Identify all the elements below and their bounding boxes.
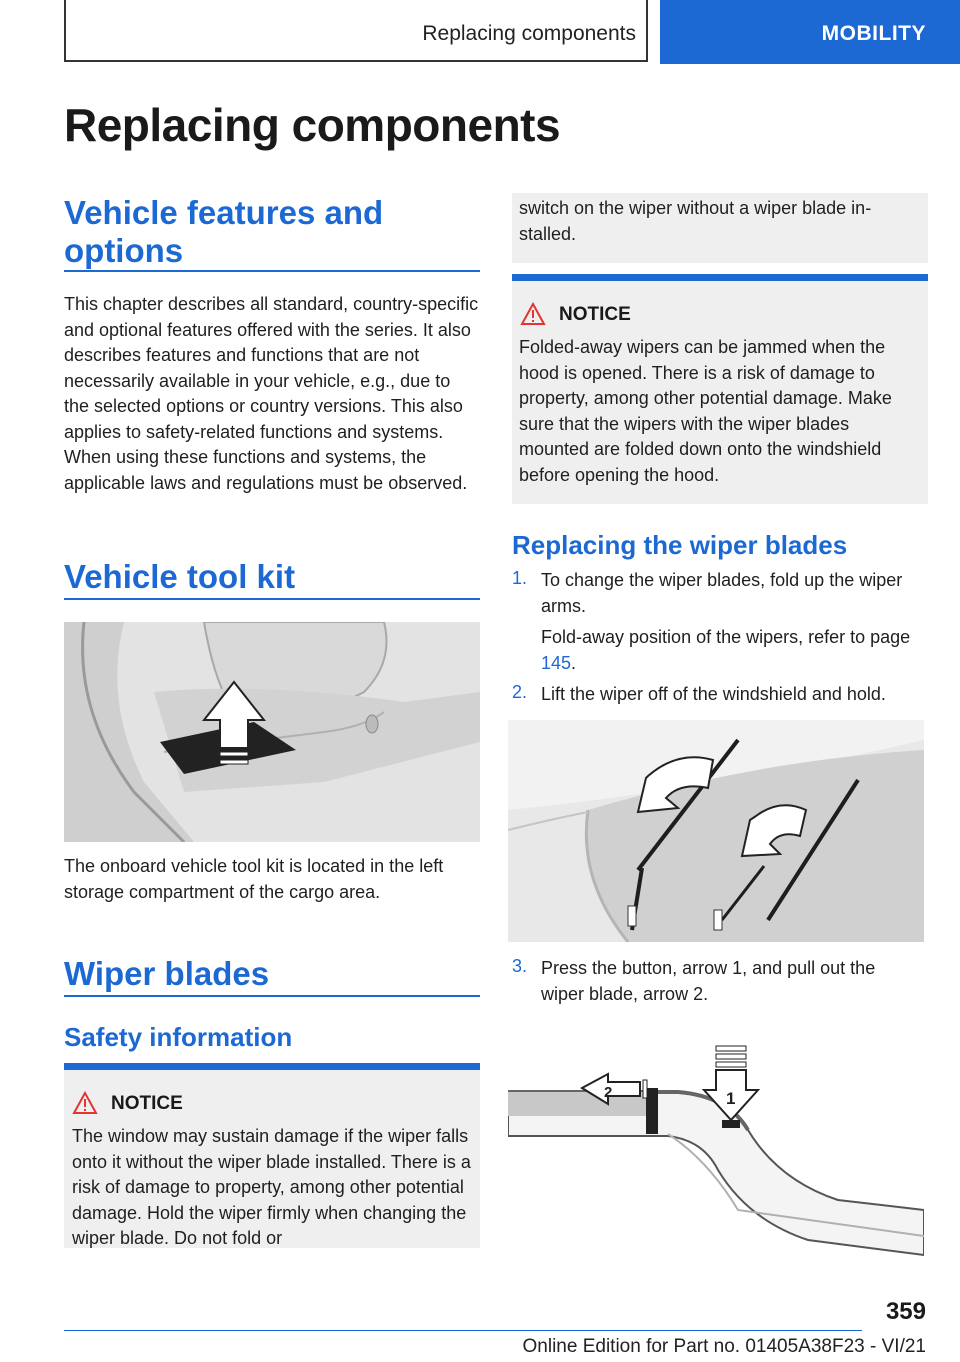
safety-heading: Safety information (64, 1022, 293, 1052)
step-2-number: 2. (512, 682, 528, 702)
header-section-title: Replacing components (422, 22, 636, 45)
warning-triangle-icon (520, 302, 546, 326)
page-number: 359 (885, 1298, 926, 1325)
footer-edition: Online Edition for Part no. 01405A38F23 - VI/21 (522, 1336, 926, 1357)
step-1-text: To change the wiper blades, fold up the wiper arms. (541, 570, 903, 616)
notice2-bar (512, 274, 928, 281)
arrow-2-label: 2 (604, 1084, 613, 1101)
notice1-continued-text: switch on the wiper without a wiper blade installed. (519, 198, 872, 244)
features-text: This chapter describes all standard, country-specific and optional features offered with the series. It also describes features and functions that are not necessarily available in your vehicle, e.g., due to the selected options or country versions. This also applies to safety-related functions and systems. When using these functions and systems, the applicable laws and regulations must be observed. (64, 294, 479, 493)
notice1-bar (64, 1063, 480, 1070)
wiper-blade-illustration (508, 1040, 924, 1260)
step-3-text: Press the button, arrow 1, and pull out the wiper blade, arrow 2. (541, 958, 876, 1004)
wiper-image (508, 720, 924, 942)
features-rule (64, 270, 480, 272)
step-3-number: 3. (512, 956, 528, 976)
toolkit-caption: The onboard vehicle tool kit is located in the left storage compartment of the cargo area. (64, 856, 444, 902)
notice1-text: The window may sustain damage if the wiper falls onto it without the wiper blade installed. There is a risk of damage to property, among other potential damage. Hold the wiper firmly when changing the wiper blade. Do not fold or (72, 1126, 471, 1248)
step-1-number: 1. (512, 568, 528, 588)
step-2-text: Lift the wiper off of the windshield and hold. (541, 684, 886, 704)
toolkit-heading: Vehicle tool kit (64, 558, 296, 595)
step-1-sub-prefix: Fold-away position of the wipers, refer to page (541, 627, 911, 647)
wiper-heading: Wiper blades (64, 955, 270, 992)
header-tab-label[interactable]: MOBILITY (821, 22, 926, 45)
warning-triangle-icon (72, 1091, 98, 1115)
step-1-subtext (541, 625, 921, 676)
features-heading: Vehicle features and options (64, 194, 384, 269)
step-1-sub-suffix: . (571, 652, 577, 673)
replace-heading: Replacing the wiper blades (512, 530, 848, 560)
wiper-rule (64, 995, 480, 997)
toolkit-image (64, 622, 480, 842)
notice2-label: NOTICE (559, 304, 631, 325)
toolkit-rule (64, 598, 480, 600)
footer-rule (64, 1330, 862, 1331)
arrow-1-label: 1 (726, 1089, 736, 1108)
notice2-text: Folded-away wipers can be jammed when the hood is opened. There is a risk of damage to property, among other potential damage. Make sure that the wipers with the wiper blades mounted are folded down onto the windshield before opening the hood. (519, 337, 892, 485)
wiper-blade-image (508, 1040, 924, 1260)
notice1-label: NOTICE (111, 1093, 183, 1114)
page-title: Replacing components (64, 99, 561, 151)
page-link-145[interactable]: 145 (541, 652, 572, 673)
toolkit-illustration (64, 622, 480, 842)
wiper-illustration (508, 720, 924, 942)
